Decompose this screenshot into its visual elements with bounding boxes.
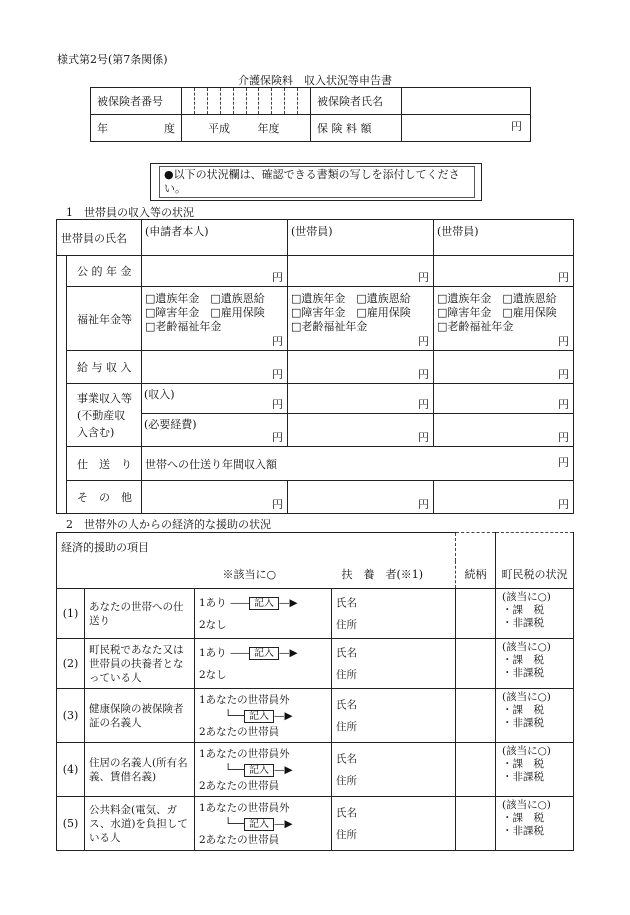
option-member[interactable]: 2あなたの世帯員: [199, 779, 280, 792]
fill-in-box: 記入: [249, 597, 279, 610]
business-label-line: 入含む): [77, 425, 115, 439]
tax-exempt[interactable]: ・非課税: [502, 667, 544, 679]
member-col-3[interactable]: (世帯員): [434, 220, 574, 256]
tax-status-field[interactable]: [496, 589, 574, 639]
supporter-field[interactable]: [332, 589, 456, 639]
option-yes-no[interactable]: [195, 589, 332, 639]
name-label: 氏名: [336, 596, 357, 609]
tax-status-label: 町民税の状況: [496, 561, 574, 589]
tax-status-field[interactable]: [496, 639, 574, 689]
checkbox-line[interactable]: □遺族年金 □遺族恩給: [437, 291, 557, 305]
checkbox-line[interactable]: □遺族年金 □遺族恩給: [145, 291, 265, 305]
item-text: 町民税であなた又は世帯員の扶養者となっている人: [85, 639, 195, 689]
yen: 円: [418, 368, 429, 381]
public-pension-label: 公 的 年 金: [67, 256, 142, 287]
business-income-2[interactable]: [288, 384, 434, 414]
year-label-1: 年: [97, 122, 108, 135]
income-label: (収入): [144, 388, 175, 401]
insured-number-field[interactable]: [182, 88, 311, 115]
yen: 円: [418, 398, 429, 411]
insured-name-label: 被保険者氏名: [311, 88, 402, 115]
allowance-field[interactable]: [142, 447, 574, 481]
name-label: 氏名: [336, 806, 357, 819]
yen: 円: [418, 335, 429, 348]
business-expense-1[interactable]: [142, 414, 288, 447]
year-label-2: 度: [164, 122, 175, 135]
fill-in-box: 記入: [244, 710, 274, 723]
yen: 円: [272, 398, 283, 411]
business-label-line: 事業収入等: [77, 391, 132, 405]
item-text: あなたの世帯への仕送り: [85, 589, 195, 639]
yen: 円: [558, 368, 569, 381]
insured-number-label: 被保険者番号: [91, 88, 182, 115]
form-number: 様式第2号(第7条関係): [57, 53, 168, 66]
business-label-line: (不動産収: [77, 408, 126, 422]
tax-taxed[interactable]: ・課 税: [502, 604, 544, 616]
item-number: (1): [57, 589, 85, 639]
support-table: [56, 532, 574, 851]
tax-status-field[interactable]: [496, 689, 574, 743]
yen: 円: [558, 431, 569, 444]
item-label: 経済的援助の項目: [57, 533, 456, 561]
salary-2[interactable]: [288, 351, 434, 384]
yen: 円: [272, 368, 283, 381]
yen: 円: [418, 271, 429, 284]
public-pension-1[interactable]: [142, 256, 288, 287]
tax-taxed[interactable]: ・課 税: [502, 812, 544, 824]
checkbox-line[interactable]: □老齢福祉年金: [437, 319, 514, 333]
supporter-field[interactable]: [332, 689, 456, 743]
tax-status-field[interactable]: [496, 797, 574, 851]
yen: 円: [558, 498, 569, 511]
public-pension-2[interactable]: [288, 256, 434, 287]
other-1[interactable]: [142, 481, 288, 514]
yen: 円: [272, 335, 283, 348]
checkbox-line[interactable]: □障害年金 □雇用保険: [145, 305, 265, 319]
option-yes[interactable]: 1あり: [199, 646, 227, 659]
item-number: (2): [57, 639, 85, 689]
yen: 円: [558, 271, 569, 284]
member-name-label: 世帯員の氏名: [57, 220, 142, 256]
supporter-label: 扶 養 者(※1): [332, 561, 456, 589]
checkbox-line[interactable]: □遺族年金 □遺族恩給: [291, 291, 411, 305]
option-outside-member[interactable]: 1あなたの世帯員外 └── 記入 —▶ 2あなたの世帯員: [195, 797, 332, 851]
welfare-pension-1[interactable]: [142, 287, 288, 351]
business-income-3[interactable]: [434, 384, 574, 414]
option-member[interactable]: 2あなたの世帯員: [199, 833, 280, 846]
welfare-pension-label: 福祉年金等: [67, 287, 142, 351]
business-expense-3[interactable]: [434, 414, 574, 447]
tax-applicable: (該当に○): [502, 691, 551, 703]
item-text: 健康保険の被保険者証の名義人: [85, 689, 195, 743]
income-table: [56, 219, 574, 514]
checkbox-line[interactable]: □障害年金 □雇用保険: [437, 305, 557, 319]
fill-in-box: 記入: [249, 647, 279, 660]
premium-field[interactable]: [402, 115, 531, 142]
yen: 円: [418, 431, 429, 444]
relation-field[interactable]: [456, 589, 496, 639]
salary-label: 給 与 収 入: [67, 351, 142, 384]
address-label: 住所: [336, 618, 357, 631]
premium-yen: 円: [511, 120, 522, 133]
yen: 円: [272, 431, 283, 444]
tax-taxed[interactable]: ・課 税: [502, 704, 544, 716]
item-number: (3): [57, 689, 85, 743]
business-expense-2[interactable]: [288, 414, 434, 447]
relation-label: 続柄: [456, 561, 496, 589]
tax-applicable: (該当に○): [502, 799, 551, 811]
tax-applicable: (該当に○): [502, 591, 551, 603]
business-income-label: [67, 384, 142, 447]
tax-taxed[interactable]: ・課 税: [502, 758, 544, 770]
other-label: そ の 他: [67, 481, 142, 514]
supporter-field[interactable]: [332, 743, 456, 797]
supporter-field[interactable]: [332, 639, 456, 689]
tax-exempt[interactable]: ・非課税: [502, 825, 544, 837]
address-label: 住所: [336, 668, 357, 681]
section1-heading: 1 世帯員の収入等の状況: [66, 206, 194, 219]
yen: 円: [558, 456, 569, 469]
relation-field[interactable]: [456, 689, 496, 743]
year-field[interactable]: [182, 115, 311, 142]
address-label: 住所: [336, 774, 357, 787]
item-number: (4): [57, 743, 85, 797]
option-outside[interactable]: 1あなたの世帯員外: [199, 693, 290, 706]
relation-field[interactable]: [456, 797, 496, 851]
item-text: 公共料金(電気、ガス、水道)を負担している人: [85, 797, 195, 851]
relation-field[interactable]: [456, 743, 496, 797]
option-no[interactable]: 2なし: [199, 668, 227, 681]
year-label: [91, 115, 182, 142]
address-label: 住所: [336, 828, 357, 841]
expense-label: (必要経費): [144, 418, 197, 431]
option-yes-no[interactable]: [195, 639, 332, 689]
fill-in-box: 記入: [244, 764, 274, 777]
option-outside[interactable]: 1あなたの世帯員外: [199, 801, 290, 814]
checkbox-line[interactable]: □障害年金 □雇用保険: [291, 305, 411, 319]
relation-field[interactable]: [456, 639, 496, 689]
option-member[interactable]: 2あなたの世帯員: [199, 725, 280, 738]
tax-exempt[interactable]: ・非課税: [502, 617, 544, 629]
tax-status-field[interactable]: [496, 743, 574, 797]
option-yes-line[interactable]: 1あり —— 記入 —▶: [199, 646, 298, 659]
header-table: [90, 87, 531, 142]
tax-exempt[interactable]: ・非課税: [502, 771, 544, 783]
member-col-2[interactable]: (世帯員): [288, 220, 434, 256]
insured-name-field[interactable]: [402, 88, 531, 115]
yen: 円: [418, 498, 429, 511]
tax-applicable: (該当に○): [502, 641, 551, 653]
member-col-1[interactable]: (申請者本人): [142, 220, 288, 256]
support-row: [57, 743, 574, 797]
item-number: (5): [57, 797, 85, 851]
item-text: 住居の名義人(所有名義、賃借名義): [85, 743, 195, 797]
support-row: [57, 797, 574, 851]
form-title: 介護保険料 収入状況等申告書: [238, 74, 392, 87]
era-label: 平成: [208, 122, 230, 135]
tax-exempt[interactable]: ・非課税: [502, 717, 544, 729]
support-row: [57, 589, 574, 639]
checkbox-line[interactable]: □老齢福祉年金: [291, 319, 368, 333]
business-income-1[interactable]: [142, 384, 288, 414]
address-label: 住所: [336, 720, 357, 733]
yen: 円: [558, 398, 569, 411]
tax-applicable: (該当に○): [502, 745, 551, 757]
premium-label: 保 険 料 額: [311, 115, 402, 142]
notice-text: ●以下の状況欄は、確認できる書類の写しを添付してください。: [159, 166, 475, 198]
other-3[interactable]: [434, 481, 574, 514]
public-pension-3[interactable]: [434, 256, 574, 287]
allowance-text: 世帯への仕送り年間収入額: [145, 457, 277, 471]
welfare-pension-2[interactable]: [288, 287, 434, 351]
name-label: 氏名: [336, 752, 357, 765]
tax-taxed[interactable]: ・課 税: [502, 654, 544, 666]
notice-box: [150, 163, 482, 201]
applicable-label: ※該当に○: [195, 561, 332, 589]
yen: 円: [272, 498, 283, 511]
option-outside[interactable]: 1あなたの世帯員外: [199, 747, 290, 760]
name-label: 氏名: [336, 646, 357, 659]
salary-1[interactable]: [142, 351, 288, 384]
supporter-field[interactable]: [332, 797, 456, 851]
option-no[interactable]: 2なし: [199, 618, 227, 631]
yen: 円: [272, 271, 283, 284]
option-outside-member[interactable]: 1あなたの世帯員外 └── 記入 —▶ 2あなたの世帯員: [195, 689, 332, 743]
fill-in-box: 記入: [244, 818, 274, 831]
support-row: [57, 689, 574, 743]
allowance-label: 仕 送 り: [67, 447, 142, 481]
option-outside-member[interactable]: 1あなたの世帯員外 └── 記入 —▶ 2あなたの世帯員: [195, 743, 332, 797]
name-label: 氏名: [336, 698, 357, 711]
option-yes-line[interactable]: 1あり —— 記入 —▶: [199, 596, 298, 609]
year-suffix: 年度: [257, 122, 280, 135]
welfare-pension-3[interactable]: [434, 287, 574, 351]
salary-3[interactable]: [434, 351, 574, 384]
option-yes[interactable]: 1あり: [199, 596, 227, 609]
section2-heading: 2 世帯外の人からの経済的な援助の状況: [66, 518, 271, 531]
other-2[interactable]: [288, 481, 434, 514]
support-row: [57, 639, 574, 689]
checkbox-line[interactable]: □老齢福祉年金: [145, 319, 222, 333]
yen: 円: [558, 335, 569, 348]
